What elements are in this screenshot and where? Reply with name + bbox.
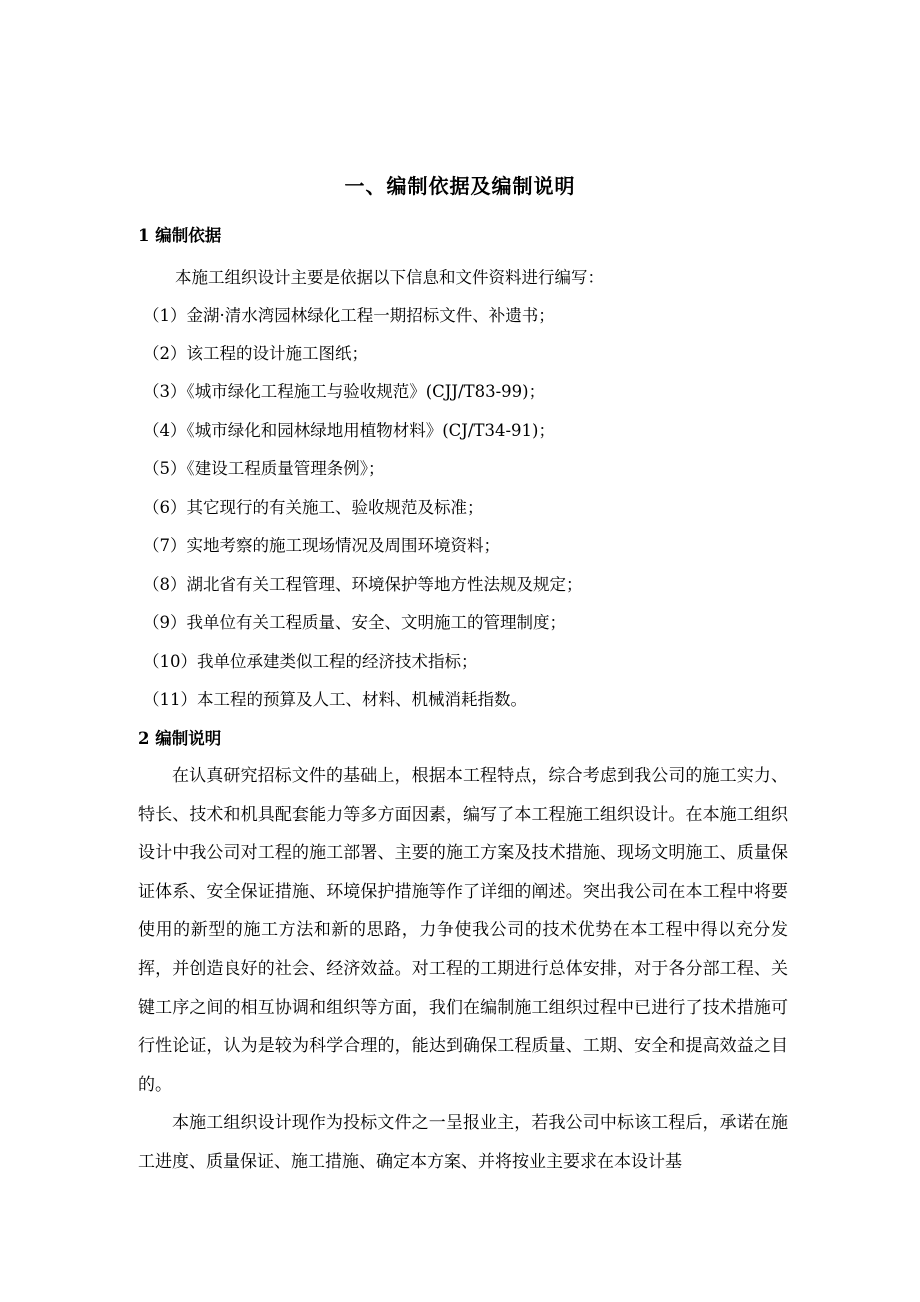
- explanation-paragraph-1: 在认真研究招标文件的基础上，根据本工程特点，综合考虑到我公司的施工实力、特长、技术和机具配套能力等多方面因素，编写了本工程施工组织设计。在本施工组织设计中我公司对工程的施工部署、主要的施工方案及技术措施、现场文明施工、质量保证体系、安全保证措施、环境保护措施等作了详细的阐述。突出我公司在本工程中将要使用的新型的施工方法和新的思路，力争使我公司的技术优势在本工程中得以充分发挥，并创造良好的社会、经济效益。对工程的工期进行总体安排，对于各分部工程、关键工序之间的相互协调和组织等方面，我们在编制施工组织过程中已进行了技术措施可行性论证，认为是较为科学合理的，能达到确保工程质量、工期、安全和提高效益之目的。: [138, 766, 788, 1095]
- document-title: 一、编制依据及编制说明: [344, 174, 576, 198]
- list-item: （9）我单位有关工程质量、安全、文明施工的管理制度；: [143, 613, 566, 632]
- list-item: （10）我单位承建类似工程的经济技术指标；: [143, 652, 478, 671]
- list-item: （4）《城市绿化和园林绿地用植物材料》(CJ/T34-91)；: [143, 421, 555, 440]
- list-item: （3）《城市绿化工程施工与验收规范》(CJJ/T83-99)；: [143, 382, 546, 401]
- list-item: （8）湖北省有关工程管理、环境保护等地方性法规及规定；: [143, 575, 583, 594]
- list-item: （1）金湖·清水湾园林绿化工程一期招标文件、补遗书；: [143, 306, 555, 325]
- section-heading-explanation: 2 编制说明: [138, 729, 222, 748]
- list-item: （6）其它现行的有关施工、验收规范及标准；: [143, 498, 484, 517]
- list-item: （2）该工程的设计施工图纸；: [143, 344, 368, 363]
- list-item: （11）本工程的预算及人工、材料、机械消耗指数。: [143, 690, 527, 709]
- list-item: （7）实地考察的施工现场情况及周围环境资料；: [143, 536, 500, 555]
- basis-intro: 本施工组织设计主要是依据以下信息和文件资料进行编写：: [175, 268, 604, 287]
- section-heading-basis: 1 编制依据: [138, 226, 222, 245]
- list-item: （5）《建设工程质量管理条例》；: [143, 459, 385, 478]
- explanation-paragraph-2: 本施工组织设计现作为投标文件之一呈报业主，若我公司中标该工程后，承诺在施工进度、质量保证、施工措施、确定本方案、并将按业主要求在本设计基: [138, 1113, 788, 1172]
